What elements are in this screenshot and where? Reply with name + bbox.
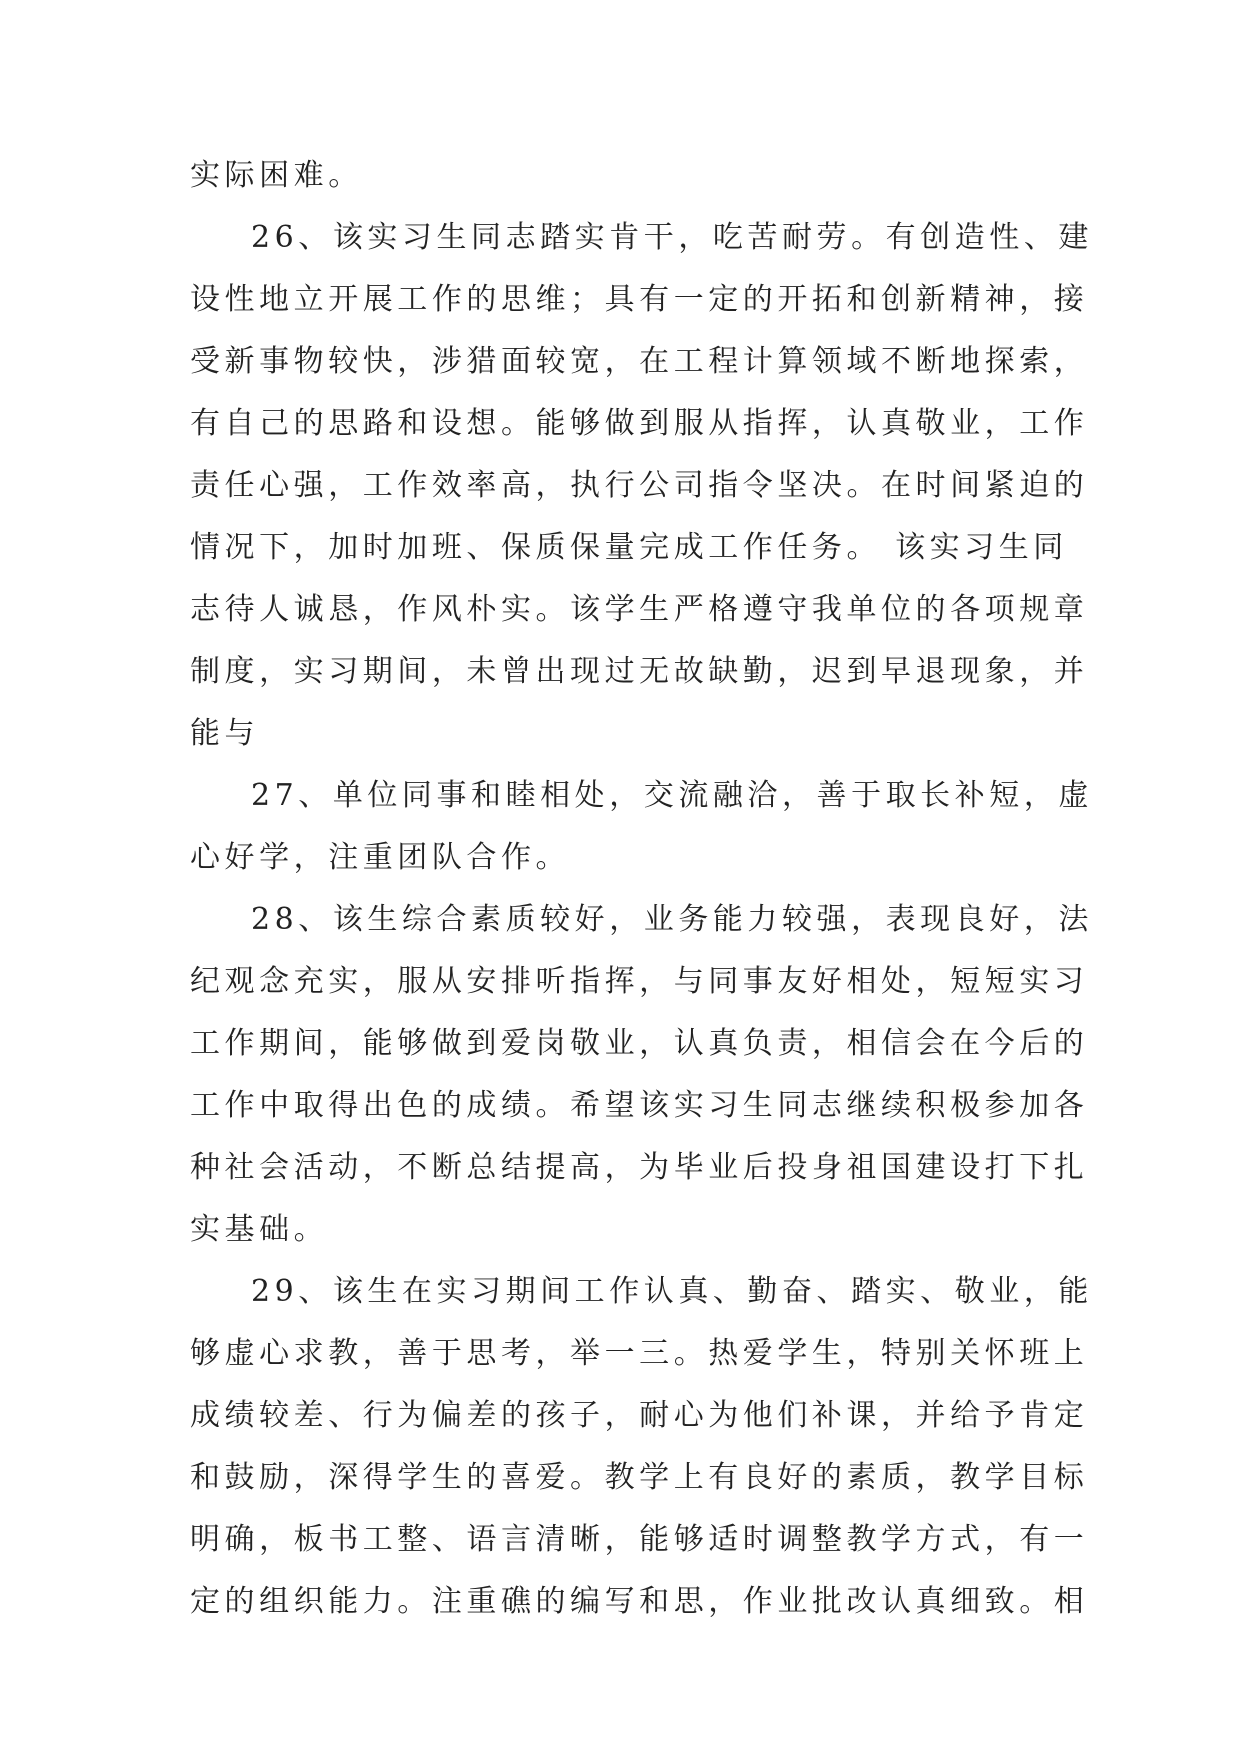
text-line: 种社会活动，不断总结提高，为毕业后投身祖国建设打下扎: [190, 1150, 1089, 1185]
paragraph-27-line: 27、单位同事和睦相处，交流融洽，善于取长补短，虚: [251, 778, 1093, 813]
text-line: 能与: [190, 716, 260, 751]
text-line: 工作期间，能够做到爱岗敬业，认真负责，相信会在今后的: [190, 1026, 1089, 1061]
text-line: 责任心强，工作效率高，执行公司指令坚决。在时间紧迫的: [190, 468, 1089, 503]
paragraph-29-line: 29、该生在实习期间工作认真、勤奋、踏实、敬业，能: [251, 1274, 1093, 1309]
text-line: 纪观念充实，服从安排听指挥，与同事友好相处，短短实习: [190, 964, 1089, 999]
text-line: 有自己的思路和设想。能够做到服从指挥，认真敬业，工作: [190, 406, 1089, 441]
paragraph-28-line: 28、该生综合素质较好，业务能力较强，表现良好，法: [251, 902, 1093, 937]
text-line: 设性地立开展工作的思维；具有一定的开拓和创新精神，接: [190, 282, 1089, 317]
text-line: 实际困难。: [190, 158, 363, 193]
text-line: 心好学，注重团队合作。: [190, 840, 571, 875]
text-line: 工作中取得出色的成绩。希望该实习生同志继续积极参加各: [190, 1088, 1089, 1123]
paragraph-26-line: 26、该实习生同志踏实肯干，吃苦耐劳。有创造性、建: [251, 220, 1093, 255]
text-line: 情况下，加时加班、保质保量完成工作任务。 该实习生同: [190, 530, 1068, 565]
document-body: [190, 145, 1093, 1633]
text-line: 制度，实习期间，未曾出现过无故缺勤，迟到早退现象，并: [190, 654, 1089, 689]
text-line: 定的组织能力。注重礁的编写和思，作业批改认真细致。相: [190, 1584, 1089, 1619]
text-line: 够虚心求教，善于思考，举一三。热爱学生，特别关怀班上: [190, 1336, 1089, 1371]
text-line: 成绩较差、行为偏差的孩子，耐心为他们补课，并给予肯定: [190, 1398, 1089, 1433]
text-line: 和鼓励，深得学生的喜爱。教学上有良好的素质，教学目标: [190, 1460, 1089, 1495]
text-line: 受新事物较快，涉猎面较宽，在工程计算领域不断地探索，: [190, 344, 1089, 379]
text-line: 志待人诚恳，作风朴实。该学生严格遵守我单位的各项规章: [190, 592, 1089, 627]
text-line: 实基础。: [190, 1212, 329, 1247]
text-line: 明确，板书工整、语言清晰，能够适时调整教学方式，有一: [190, 1522, 1089, 1557]
